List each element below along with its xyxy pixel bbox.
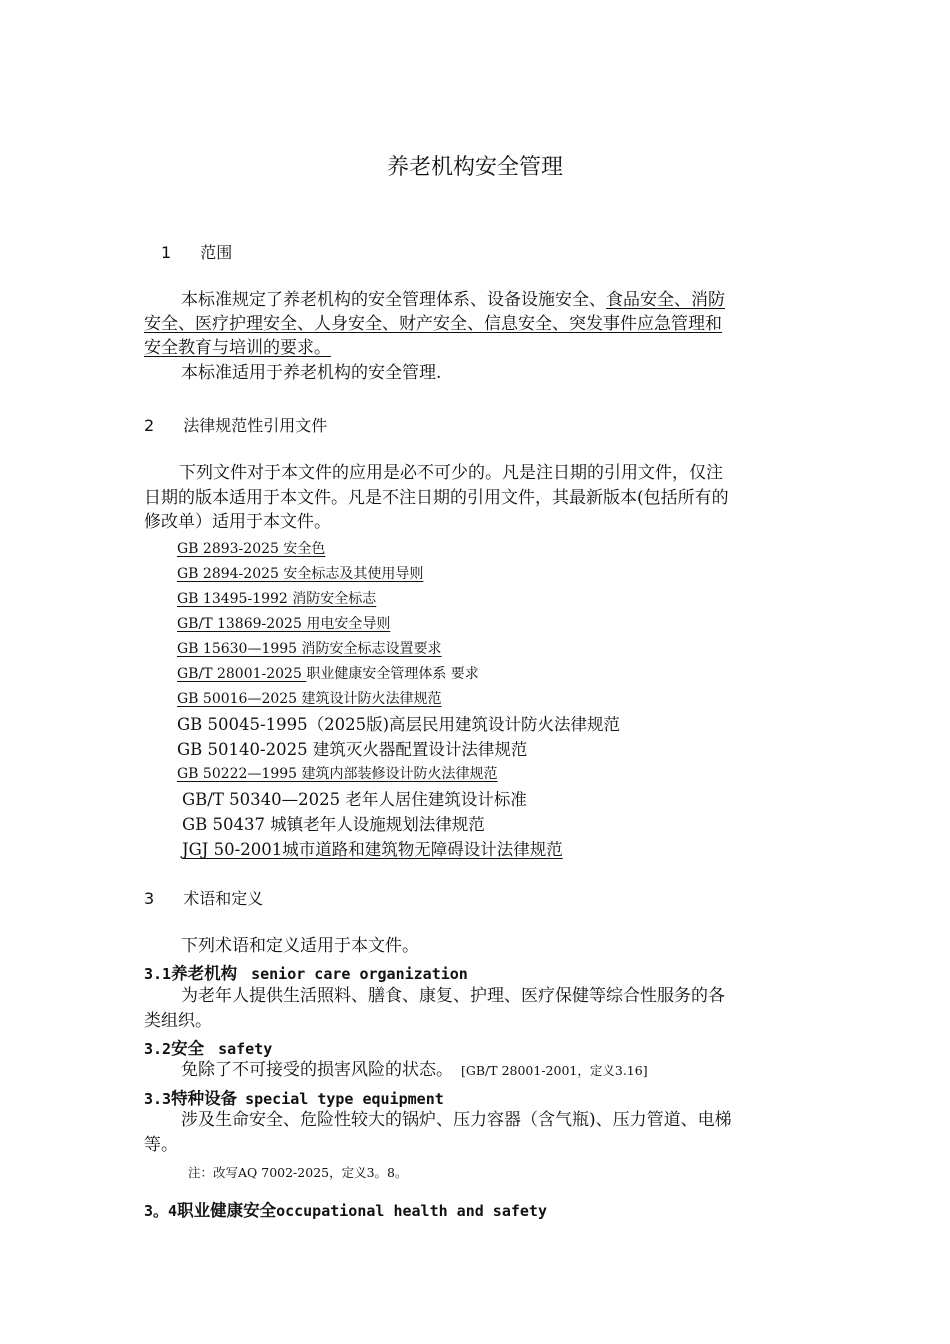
- term-number: 3.1: [144, 965, 172, 983]
- reference-item: GB/T 13869-2025 用电安全导则: [177, 616, 391, 632]
- term-3-2-definition: [181, 1058, 648, 1083]
- term-number: 3.3: [144, 1090, 172, 1108]
- term-english: occupational health and safety: [276, 1202, 547, 1220]
- term-number: 3。4: [144, 1202, 178, 1220]
- term-english: special type equipment: [245, 1090, 444, 1108]
- term-3-3-definition-line1: 涉及生命安全、危险性较大的锅炉、压力容器（含气瓶)、压力管道、电梯: [181, 1110, 732, 1130]
- scope-text-underlined: 食品安全、消防: [606, 290, 725, 310]
- reference-item: GB 50437 城镇老年人设施规划法律规范: [182, 815, 485, 834]
- scope-paragraph-line1: [181, 288, 725, 313]
- reference-item: GB 50016—2025 建筑设计防火法律规范: [177, 691, 442, 707]
- scope-applicability: 本标准适用于养老机构的安全管理.: [181, 363, 442, 383]
- scope-text: 本标准规定了养老机构的安全管理体系、设备设施安全、: [181, 290, 606, 310]
- term-3-3-definition-line2: 等。: [144, 1135, 178, 1155]
- references-intro-line1: 下列文件对于本文件的应用是必不可少的。凡是注日期的引用文件，仅注: [179, 463, 723, 483]
- section-1-heading: [161, 240, 232, 263]
- references-intro-line2: 日期的版本适用于本文件。凡是不注日期的引用文件，其最新版本(包括所有的: [144, 488, 729, 508]
- reference-title: 职业健康安全管理体系 要求: [306, 666, 479, 682]
- term-english: senior care organization: [251, 965, 468, 983]
- definition-citation: [GB/T 28001-2001，定义3.16]: [461, 1063, 648, 1078]
- reference-item: GB 50222—1995 建筑内部装修设计防火法律规范: [177, 766, 498, 782]
- scope-paragraph-line2: 安全、医疗护理安全、人身安全、财产安全、信息安全、突发事件应急管理和: [144, 314, 722, 334]
- reference-code: GB/T 28001-2025: [177, 666, 307, 682]
- term-3-3-note: 注：改写AQ 7002-2025，定义3。8。: [188, 1165, 408, 1180]
- section-title: 法律规范性引用文件: [183, 416, 328, 435]
- reference-item: JGJ 50-2001城市道路和建筑物无障碍设计法律规范: [182, 840, 563, 859]
- reference-item: GB 2894-2025 安全标志及其使用导则: [177, 566, 424, 582]
- section-title: 术语和定义: [183, 889, 264, 908]
- section-3-heading: [144, 886, 263, 909]
- term-english: safety: [218, 1040, 273, 1058]
- term-chinese: 特种设备: [171, 1089, 238, 1108]
- term-chinese: 安全: [171, 1039, 205, 1058]
- section-title: 范围: [200, 243, 233, 262]
- term-3-1-heading: [144, 960, 468, 984]
- terms-intro: 下列术语和定义适用于本文件。: [181, 936, 419, 956]
- reference-item: GB 50045-1995（2025版)高层民用建筑设计防火法律规范: [177, 715, 621, 734]
- reference-item: GB 13495-1992 消防安全标志: [177, 591, 377, 607]
- references-intro-line3: 修改单）适用于本文件。: [144, 512, 331, 532]
- term-chinese: 职业健康安全: [177, 1201, 277, 1220]
- reference-item: GB 50140-2025 建筑灭火器配置设计法律规范: [177, 740, 528, 759]
- reference-item: GB/T 50340—2025 老年人居住建筑设计标准: [182, 790, 527, 809]
- section-2-heading: [144, 413, 327, 436]
- scope-paragraph-line3: 安全教育与培训的要求。: [144, 338, 331, 358]
- term-3-2-heading: [144, 1035, 272, 1059]
- term-3-3-heading: [144, 1085, 444, 1109]
- reference-item: [177, 663, 479, 683]
- term-3-4-heading: [144, 1197, 547, 1221]
- term-3-1-definition-line1: 为老年人提供生活照料、膳食、康复、护理、医疗保健等综合性服务的各: [181, 986, 725, 1006]
- section-number: 2: [144, 416, 155, 435]
- term-3-1-definition-line2: 类组织。: [144, 1011, 212, 1031]
- document-title: 养老机构安全管理: [386, 155, 563, 180]
- section-number: 3: [144, 889, 155, 908]
- definition-text: 免除了不可接受的损害风险的状态。: [181, 1060, 453, 1080]
- section-number: 1: [161, 243, 172, 262]
- reference-item: GB 15630—1995 消防安全标志设置要求: [177, 641, 442, 657]
- reference-item: GB 2893-2025 安全色: [177, 541, 326, 557]
- term-number: 3.2: [144, 1040, 172, 1058]
- term-chinese: 养老机构: [171, 964, 238, 983]
